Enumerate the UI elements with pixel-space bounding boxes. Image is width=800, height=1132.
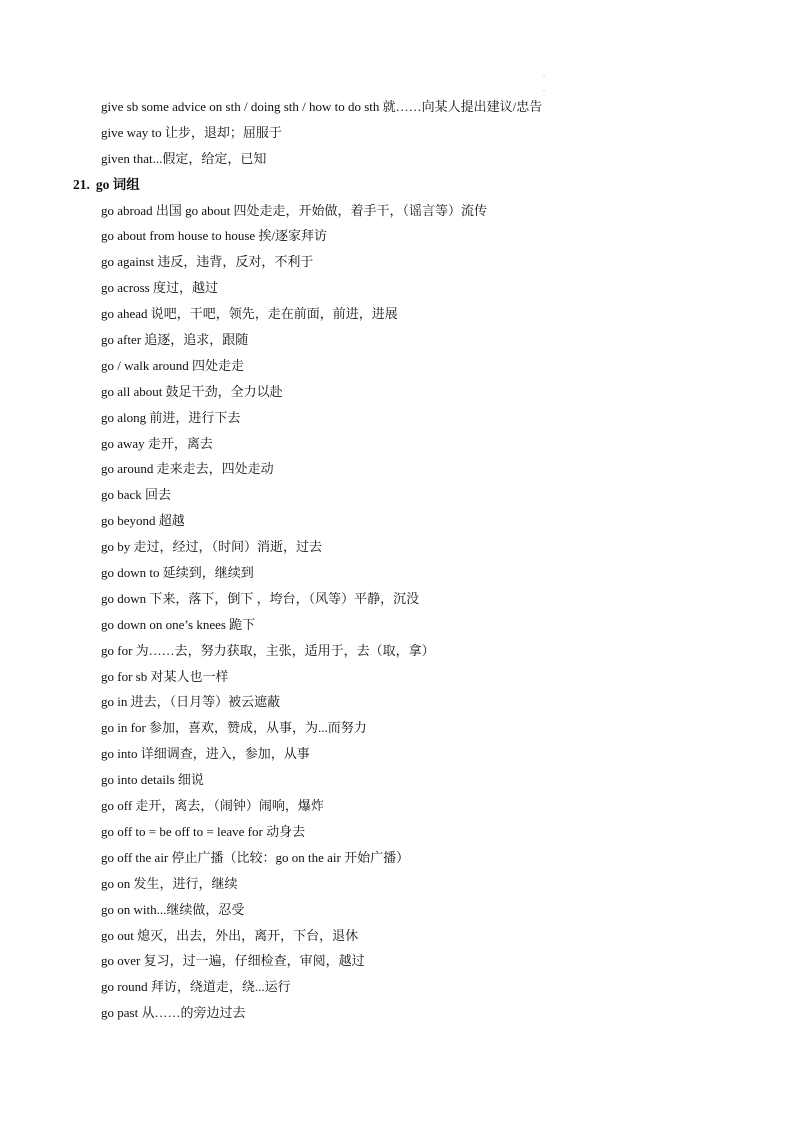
entry-line: give sb some advice on sth / doing sth / how to do sth 就……向某人提出建议/忠告 (101, 99, 543, 114)
entry-line: go into 详细调查，进入，参加，从事 (101, 746, 310, 762)
entry-line: go off to = be off to = leave for 动身去 (101, 823, 306, 839)
corner-mark: . (543, 70, 545, 79)
entry-line: go round 拜访，绕道走，绕...运行 (101, 979, 291, 995)
entry-line: go off the air 停止广播（比较：go on the air 开始广播） (101, 849, 410, 865)
entry-line: go / walk around 四处走走 (101, 357, 244, 373)
section-title: go 词组 (95, 176, 140, 192)
entry-line: go into details 细说 (101, 772, 204, 788)
entry-line: go ahead 说吧，干吧，领先，走在前面，前进，进展 (101, 306, 398, 322)
entry-line: give way to 让步，退却；屈服于 (101, 124, 282, 140)
entry-line: go for 为……去，努力获取，主张，适用于，去（取，拿） (101, 642, 435, 658)
entry-line: go down on one’s knees 跪下 (101, 616, 256, 632)
entry-line: go abroad 出国 go about 四处走走，开始做，着手干，（谣言等）流传 (101, 202, 488, 218)
entry-line: go along 前进，进行下去 (101, 409, 241, 425)
entry-line: go around 走来走去，四处走动 (101, 461, 274, 477)
entry-line: go by 走过，经过，（时间）消逝，过去 (101, 539, 323, 555)
entry-line: go back 回去 (101, 487, 172, 503)
entry-line: go away 走开，离去 (101, 435, 213, 451)
entry-line: go down 下来，落下，倒下 ，垮台，（风等）平静，沉没 (101, 590, 420, 606)
entry-line: go in 进去，（日月等）被云遮蔽 (101, 694, 281, 710)
document-body (0, 94, 800, 1026)
entry-line: go against 违反，违背，反对，不利于 (101, 254, 314, 270)
entry-line: given that...假定，给定，已知 (101, 150, 267, 166)
entry-line: go down to 延续到，继续到 (101, 565, 254, 581)
entry-line: go in for 参加，喜欢，赞成，从事，为...而努力 (101, 720, 367, 736)
entry-line: go on 发生，进行，继续 (101, 875, 238, 891)
entry-line: go after 追逐，追求，跟随 (101, 332, 249, 348)
entry-list (0, 198, 800, 1027)
entry-line: go about from house to house 挨/逐家拜访 (101, 228, 328, 244)
entry-line: go out 熄灭，出去，外出，离开，下台，退休 (101, 927, 359, 943)
entry-line: go past 从……的旁边过去 (101, 1005, 246, 1021)
entry-line: go over 复习，过一遍，仔细检查，审阅，越过 (101, 953, 365, 969)
section-heading (0, 172, 800, 198)
entry-line: go for sb 对某人也一样 (101, 668, 229, 684)
entry-line: go all about 鼓足干劲，全力以赴 (101, 383, 283, 399)
entry-line: go off 走开，离去，（闹钟）闹响，爆炸 (101, 798, 324, 814)
entry-line: go beyond 超越 (101, 513, 185, 529)
corner-mark: . (543, 84, 545, 93)
section-number: 21. (73, 176, 90, 192)
entry-line: go across 度过，越过 (101, 280, 218, 296)
entry-line: go on with...继续做，忍受 (101, 901, 245, 917)
